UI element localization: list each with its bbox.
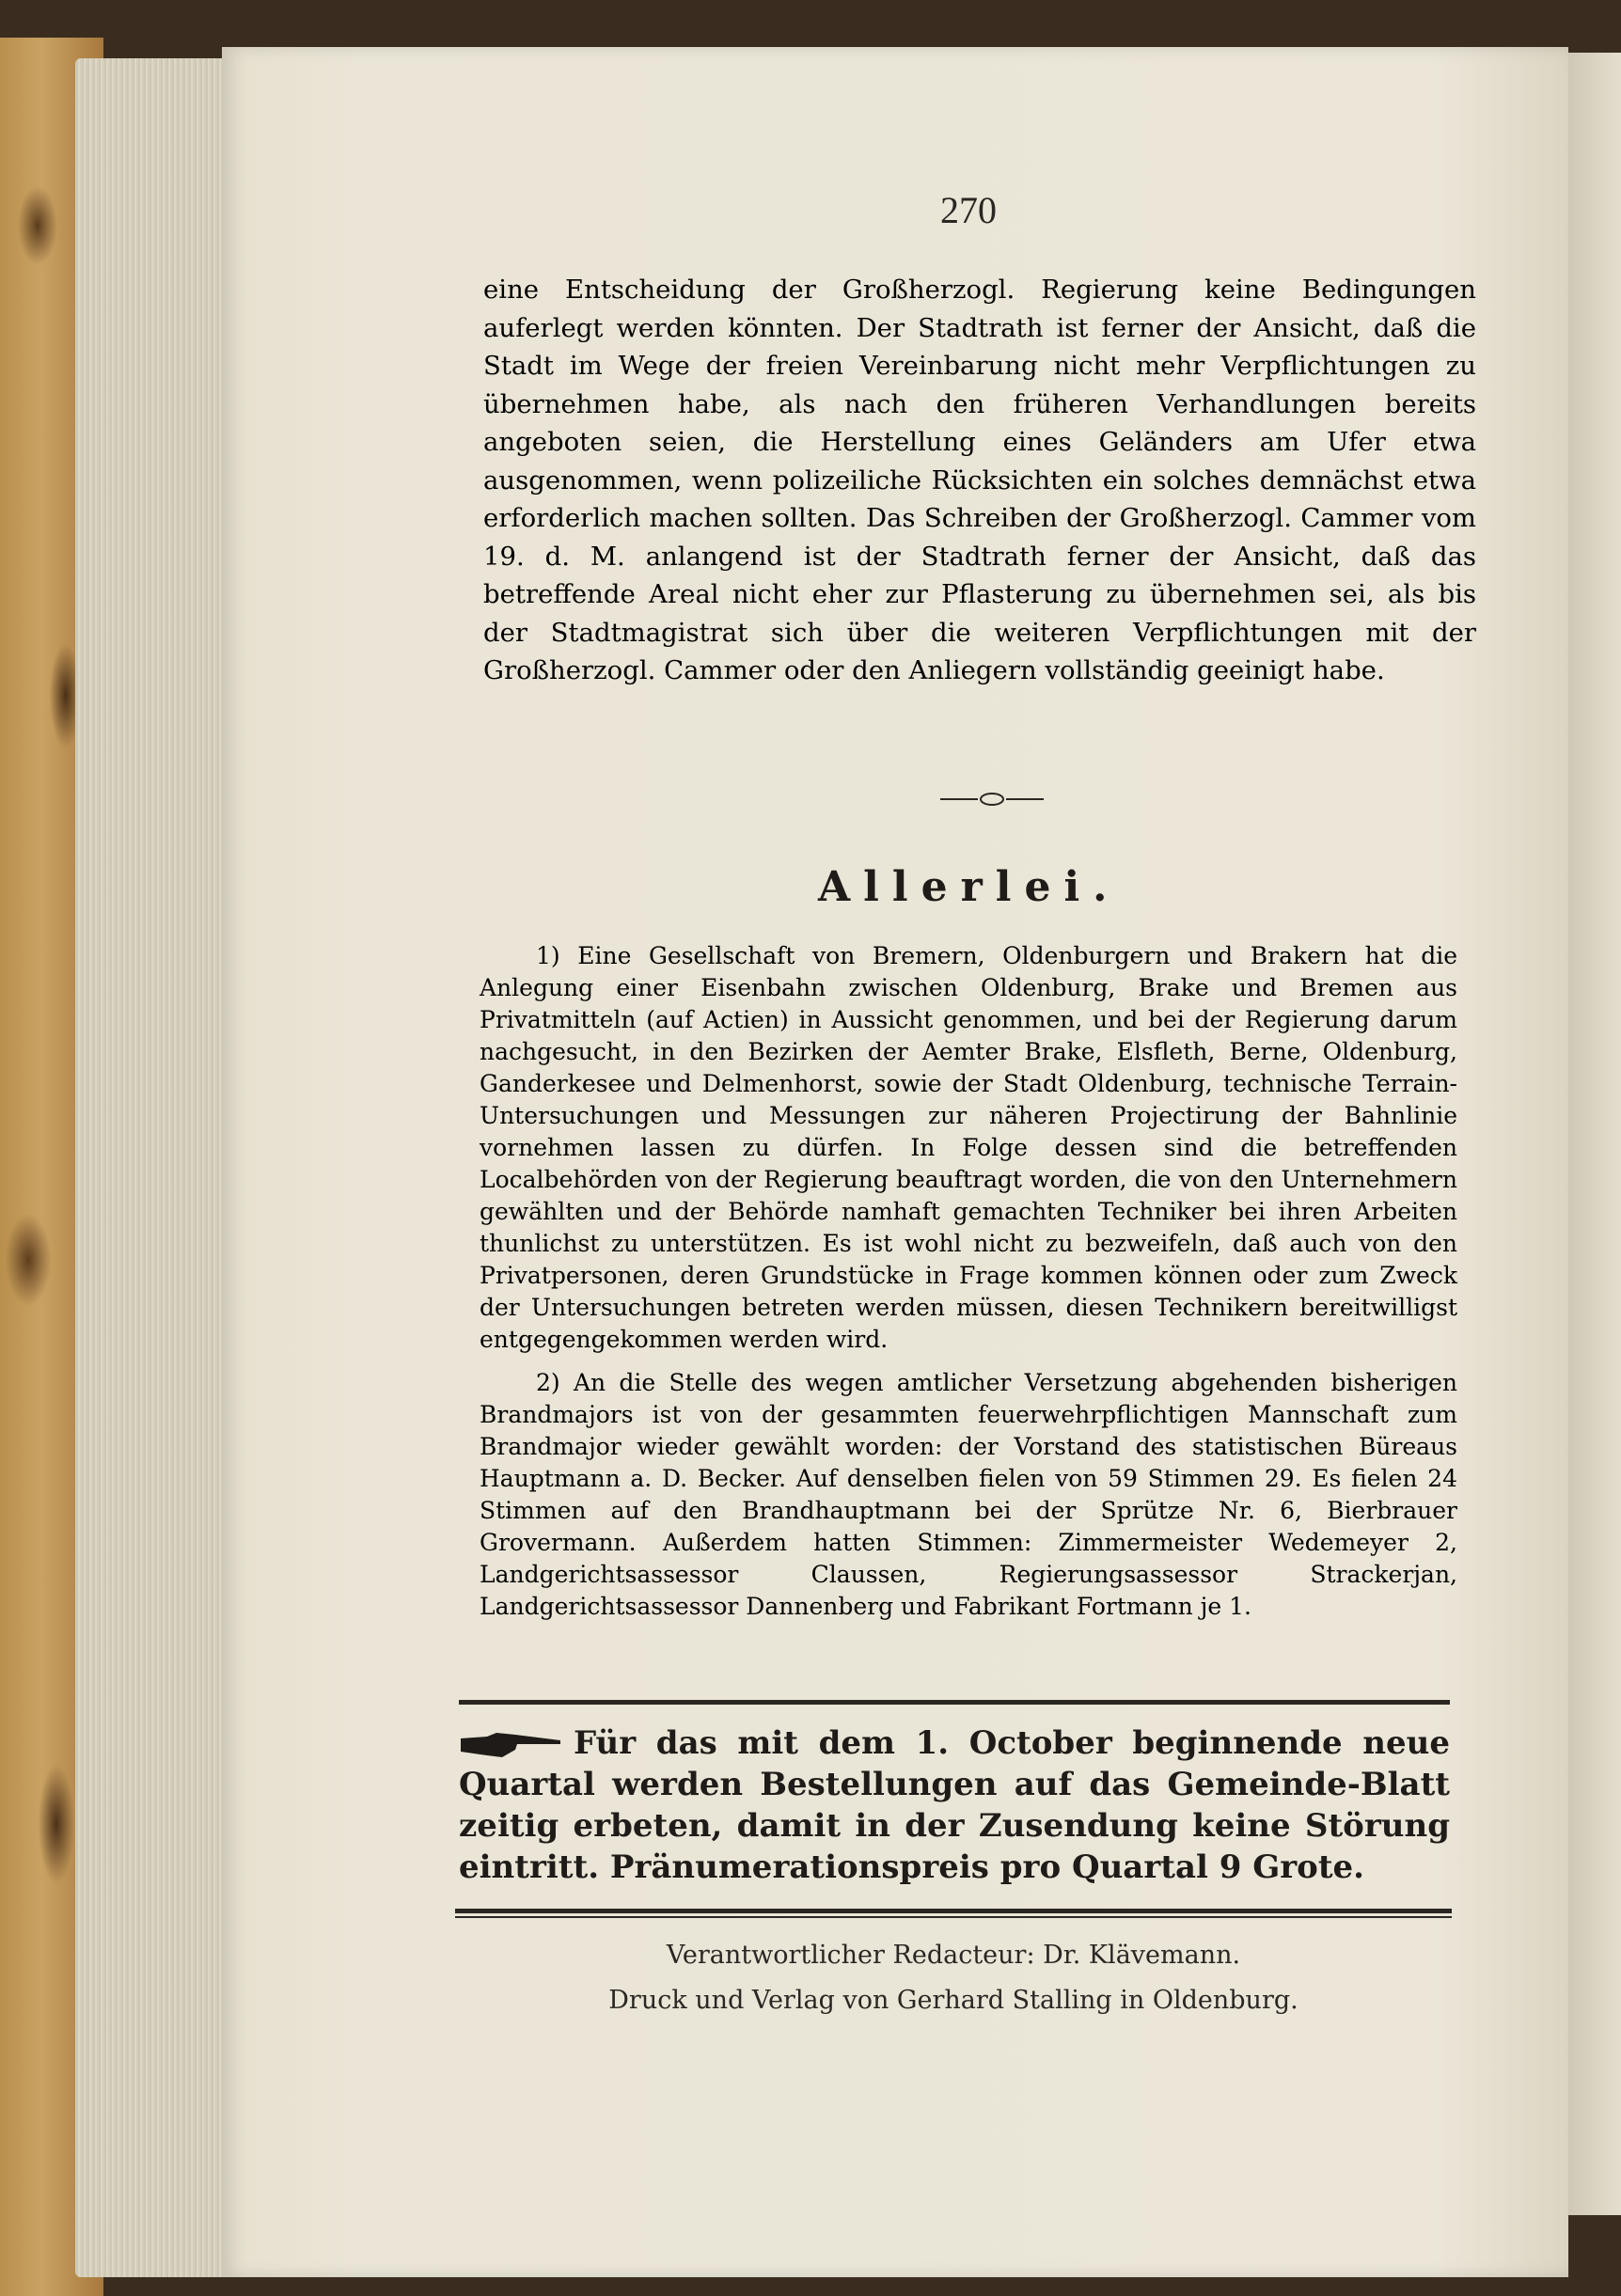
imprint-printer: Druck und Verlag von Gerhard Stalling in Oldenburg. (608, 1986, 1298, 2015)
news-item-1: 1) Eine Gesellschaft von Bremern, Oldenburgern und Brakern hat die Anlegung einer Eisenbahn zwischen Oldenburg, Brake und Bremen aus Privatmitteln (auf Actien) in Aussicht genommen, und bei der Regierung darum nachgesucht, in den Bezirken der Aemter Brake, Elsfleth, Berne, Oldenburg, Ganderkesee und Delmenhorst, sowie der Stadt Oldenburg, technische Terrain-Untersuchungen und Messungen zur näheren Projectirung der Bahnlinie vornehmen lassen zu dürfen. In Folge dessen sind die betreffenden Localbehörden von der Regierung beauftragt worden, die von den Unternehmern gewählten und der Behörde namhaft gemachten Techniker bei ihren Arbeiten thunlichst zu unterstützen. Es ist wohl nicht zu bezweifeln, daß auch von den Privatpersonen, deren Grundstücke in Frage kommen können oder zum Zweck der Untersuchungen betreten werden müssen, diesen Technikern bereitwilligst entgegengekommen werden wird. (480, 942, 1457, 1353)
notice-text: Für das mit dem 1. October beginnende neue Quartal werden Bestellungen auf das Gemeinde-Blatt zeitig erbeten, damit in der Zusendung keine Störung eintritt. Pränumerationspreis pro Quartal 9 Grote. (459, 1724, 1450, 1886)
rule-bottom-thin (455, 1916, 1452, 1918)
rule-top (459, 1700, 1450, 1705)
continued-paragraph: eine Entscheidung der Großherzogl. Regierung keine Bedingungen auferlegt werden könnten. Der Stadtrath ist ferner der Ansicht, daß die Stadt im Wege der freien Vereinbarung nicht mehr Verpflichtungen zu übernehmen habe, als nach den früheren Verhandlungen bereits angeboten seien, die Herstellung eines Geländers am Ufer etwa ausgenommen, wenn polizeiliche Rücksichten ein solches demnächst etwa erforderlich machen sollten. Das Schreiben der Großherzogl. Cammer vom 19. d. M. anlangend ist der Stadtrath ferner der Ansicht, daß das betreffende Areal nicht eher zur Pflasterung zu übernehmen sei, als bis der Stadtmagistrat sich über die weiteren Verpflichtungen mit der Großherzogl. Cammer oder den Anliegern vollständig geeinigt habe. (483, 275, 1476, 685)
news-items (480, 940, 1457, 1634)
divider-ornament-icon (940, 790, 1044, 809)
pointing-hand-icon (459, 1731, 562, 1759)
section-heading: Allerlei. (818, 863, 1121, 911)
page-edges (75, 58, 226, 2277)
imprint-editor: Verantwortlicher Redacteur: Dr. Klävemann. (666, 1941, 1241, 1970)
facing-page-edge (1568, 53, 1621, 2215)
subscription-notice (459, 1722, 1450, 1888)
rule-bottom (455, 1909, 1452, 1913)
news-item-2: 2) An die Stelle des wegen amtlicher Versetzung abgehenden bisherigen Brandmajors ist von der gesammten feuerwehrpflichtigen Mannschaft zum Brandmajor wieder gewählt worden: der Vorstand des statistischen Büreaus Hauptmann a. D. Becker. Auf denselben fielen von 59 Stimmen 29. Es fielen 24 Stimmen auf den Brandhauptmann bei der Sprütze Nr. 6, Bierbrauer Grovermann. Außerdem hatten Stimmen: Zimmermeister Wedemeyer 2, Landgerichtsassessor Claussen, Regierungsassessor Strackerjan, Landgerichtsassessor Dannenberg und Fabrikant Fortmann je 1. (480, 1369, 1457, 1620)
page-number: 270 (940, 189, 997, 231)
